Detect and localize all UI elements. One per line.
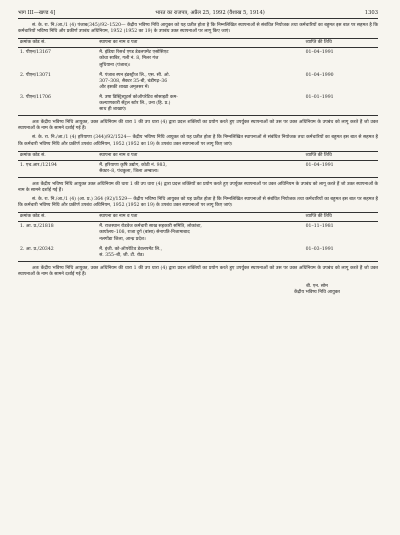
establishment-code: 3. पीएन/11706 (20, 94, 51, 100)
notification-intro: सं. के. रा. नि./आ./1 (4) हरियाणा (344)/92/1524— केंद्रीय भविष्य निधि आयुक्त को यह प्रतीत होता है कि निम्नलिखित स्थापनाओं से संबंधित नियोजक तथा कर्मचारियों का बहुमत इस बात से सहमत है कि कर्मचारी भविष्य निधि और प्रकीर्ण उपबंध अधिनियम, 1952 (1952 का 19) के उपबंध उक्त स्थापनाओं पर लागू किए जाएं। (18, 135, 378, 147)
column-header-name: स्थापना का नाम व पता (97, 151, 291, 160)
establishments-table (18, 38, 378, 116)
signatory-title: केंद्रीय भविष्य निधि आयुक्त (294, 290, 340, 296)
coverage-date: 01–04–1991 (305, 162, 334, 168)
coverage-date: 01–04–1990 (305, 72, 334, 78)
coverage-date: 01–04–1991 (305, 50, 334, 56)
column-header-date: व्याप्ति की तिथि (292, 39, 378, 48)
table-row (18, 222, 378, 245)
notification-outro: अतः केंद्रीय भविष्य निधि आयुक्त, उक्त अधिनियम की धारा 1 की उप धारा (4) द्वारा प्रदत्त शक्तियों का प्रयोग करते हुए उपर्युक्त स्थापनाओं को उस पर उक्त अधिनियम के उपबंध को लागू करते हैं जो उक्त स्थापनाओं के नाम के सामने दर्शाई गई हैं। (18, 265, 378, 277)
table-row (18, 93, 378, 116)
establishments-table (18, 212, 378, 262)
signature-block (18, 284, 378, 296)
page-header (18, 10, 378, 19)
address-line: और इसकी शाखा अमृतसर में। (99, 84, 150, 90)
column-header-name: स्थापना का नाम व पता (97, 39, 291, 48)
establishment-name (97, 93, 291, 116)
notification-intro: सं. के. रा. नि./आ./1 (4) पंजाब(345)/92–1520— केंद्रीय भविष्य निधि आयुक्त को यह प्रतीत होता है कि निम्नलिखित स्थापनाओं से संबंधित नियोजक तथा कर्मचारियों का बहुमत इस बात पर सहमत है कि कर्मचारियों भविष्य निधि और प्रकीर्ण उपबंध अधिनियम, 1952 (1952 का 19) के उपबंध उक्त स्थापनाओं पर लागू किए जाएं। (18, 23, 378, 35)
coverage-date: 01–03–1991 (305, 246, 334, 252)
address-line: मै. उषा डिस्ट्रिब्यूटर्स कोऑपरेटिव सोसाइटी कम- (99, 94, 178, 100)
address-line: साथ ही शाखाएं। (99, 107, 127, 113)
column-header-date: व्याप्ति की तिथि (292, 151, 378, 160)
address-line: कार्यालय–108, राजा दुर्ग (बांसा) सेनापति-निजामाबाद (99, 230, 190, 236)
table-row (18, 48, 378, 71)
notification-outro: अतः केंद्रीय भविष्य निधि आयुक्त, उक्त अधिनियम की धारा 1 की उप धारा (4) द्वारा प्रदत्त शक्तियों का प्रयोग करते हुए उपर्युक्त स्थापनाओं को उस पर उक्त अधिनियम के उपबंध को लागू करते हैं जो उक्त स्थापनाओं के नाम के सामने दर्शाई गई हैं। (18, 120, 378, 132)
notification-outro: अतः केंद्रीय भविष्य निधि आयुक्त उक्त अधिनियम की धारा 1 की उप धारा (4) द्वारा प्रदत्त शक्तियों का प्रयोग करते हुए उपर्युक्त स्थापनाओं पर उक्त अधिनियम के उपबंध को लागू करते हैं जो उक्त स्थापनाओं के नाम के सामने दर्शाई गई हैं। (18, 181, 378, 193)
establishment-code: 2. पीएन/13071 (20, 72, 51, 78)
column-header-date: व्याप्ति की तिथि (292, 213, 378, 222)
coverage-date: 01–01–1991 (305, 94, 334, 100)
table-header-row (18, 39, 378, 48)
address-line: कोचा साबिर, गली नं. 8, मिलर गंज (99, 56, 159, 62)
address-line: मैं. पंजाब स्पन इंडस्ट्रीज लि., एस. सी. ओ. (99, 72, 171, 78)
establishment-code: 1. आ. प्र./21818 (20, 224, 54, 230)
establishment-code: 1. एच.आर./12194 (20, 162, 57, 168)
column-header-name: स्थापना का नाम व पता (97, 213, 291, 222)
signatory-name: बी. एन. सोम (306, 284, 328, 289)
address-line: सं. 355–बी, जी. टी. रोड। (99, 252, 145, 258)
notification-section (18, 23, 378, 132)
establishment-name (97, 160, 291, 177)
establishments-table (18, 151, 378, 178)
table-row (18, 245, 378, 262)
establishment-name (97, 71, 291, 93)
notification-intro: सं. के. रा. नि./आ./1 (4) (आ. प्र.) 364 (92)/1529— केंद्रीय भविष्य निधि आयुक्त को यह प्रतीत होता है कि निम्नलिखित स्थापनाओं से संबंधित नियोजक तथा कर्मचारियों का बहुमत इस बात पर सहमत है कि कर्मचारी भविष्य निधि और प्रकीर्ण उपबंध अधिनियम, 1952 (1952 का 19) के उपबंध उक्त स्थापनाओं पर लागू किए जाएं। (18, 197, 378, 209)
column-header-code: क्रमांक कोड सं. (18, 39, 97, 48)
establishment-code: 2. आ. प्र./20342 (20, 246, 54, 252)
column-header-code: क्रमांक कोड सं. (18, 151, 97, 160)
address-line: कल्याणकारी सेंट्रल स्टोर लि., उना (हि. प्र.) (99, 101, 171, 107)
notification-section (18, 197, 378, 278)
establishment-name (97, 245, 291, 262)
address-line: नलगोंडा जिला, आन्ध्र प्रदेश। (99, 236, 146, 242)
establishment-name (97, 222, 291, 245)
address-line: सैक्टर–8, पंचकुला, जिला अम्बाला। (99, 168, 159, 174)
table-header-row (18, 151, 378, 160)
address-line: मैं. इंजी. को-ऑपरेटिव डेवलपमेंट लि., (99, 246, 163, 252)
notification-section (18, 135, 378, 194)
table-row (18, 160, 378, 177)
address-line: मैं. हरियाणा कृषि उद्योग, कोठी नं. 983, (99, 162, 167, 168)
table-row (18, 71, 378, 93)
table-header-row (18, 213, 378, 222)
coverage-date: 01–11–1981 (305, 224, 334, 230)
address-line: मै. इंडिया रिसर्च एण्ड डेवलपमेंट एसोसिएट (99, 50, 169, 56)
page-number: 1303 (364, 10, 378, 16)
establishment-code: 1. पीएन/13167 (20, 50, 51, 56)
address-line: लुधियाना (पंजाब)। (99, 62, 131, 68)
header-part: भाग III—खण्ड 4] (18, 10, 56, 16)
address-line: मैं. राजस्थान रोडवेज कर्मचारी साख सहकारी समिति, लोकांशा, (99, 224, 202, 230)
header-title: भारत का राजपत्र, अप्रैल 25, 1992 (वैशाख 5, 1914) (155, 10, 265, 16)
address-line: 307–308, सैक्टर 35-बी, चंडीगढ़–36 (99, 78, 168, 84)
establishment-name (97, 48, 291, 71)
column-header-code: क्रमांक कोड सं. (18, 213, 97, 222)
